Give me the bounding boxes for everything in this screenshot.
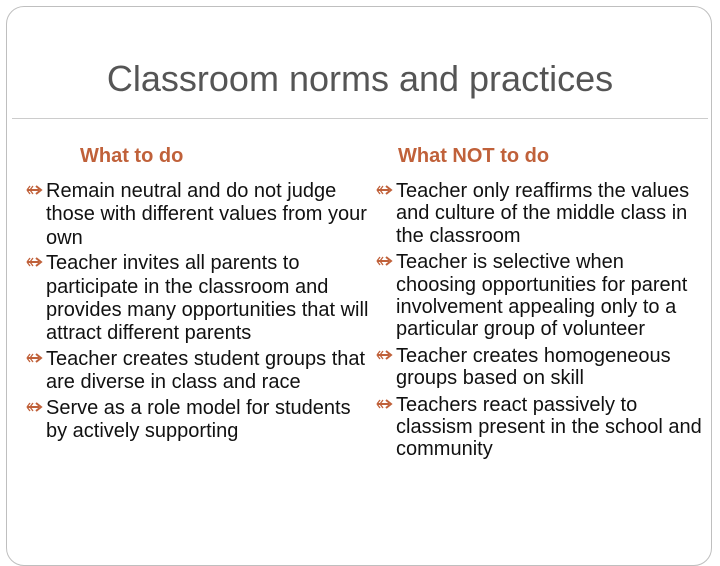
list-item (376, 394, 706, 461)
list-item (26, 348, 371, 395)
list-item (376, 180, 706, 247)
list-item (26, 180, 371, 250)
right-item-1-text: Teacher only reaffirms the values and culture of the middle class in the classroom (396, 180, 690, 247)
left-item-1-text: Remain neutral and do not judge those with different values from your own (46, 180, 367, 249)
right-item-2-text: Teacher is selective when choosing opportunities for parent involvement appealing only to a particular group of volunteer (396, 251, 688, 341)
feather-arrow-icon (376, 252, 394, 270)
right-item-4-text: Teachers react passively to classism present in the school and community (396, 393, 702, 461)
slide-title: Classroom norms and practices (106, 58, 614, 99)
feather-arrow-icon (26, 398, 44, 416)
feather-arrow-icon (26, 349, 44, 367)
list-item (26, 252, 371, 346)
feather-arrow-icon (376, 395, 394, 413)
left-item-3-text: Teacher creates student groups that are diverse in class and race (46, 347, 366, 394)
right-column-heading: What NOT to do (398, 145, 550, 167)
list-item (26, 397, 371, 444)
feather-arrow-icon (376, 346, 394, 364)
list-item (376, 345, 706, 390)
left-column-heading: What to do (80, 145, 184, 167)
left-item-2-text: Teacher invites all parents to participate in the classroom and provides many opportunities that will attract different parents (46, 252, 369, 345)
title-divider (12, 118, 708, 119)
feather-arrow-icon (26, 253, 44, 271)
left-bullet-list (26, 180, 371, 444)
feather-arrow-icon (376, 181, 394, 199)
left-item-4-text: Serve as a role model for students by actively supporting (46, 396, 351, 443)
right-bullet-list (376, 180, 706, 462)
feather-arrow-icon (26, 181, 44, 199)
list-item (376, 251, 706, 341)
right-item-3-text: Teacher creates homogeneous groups based on skill (396, 344, 671, 390)
